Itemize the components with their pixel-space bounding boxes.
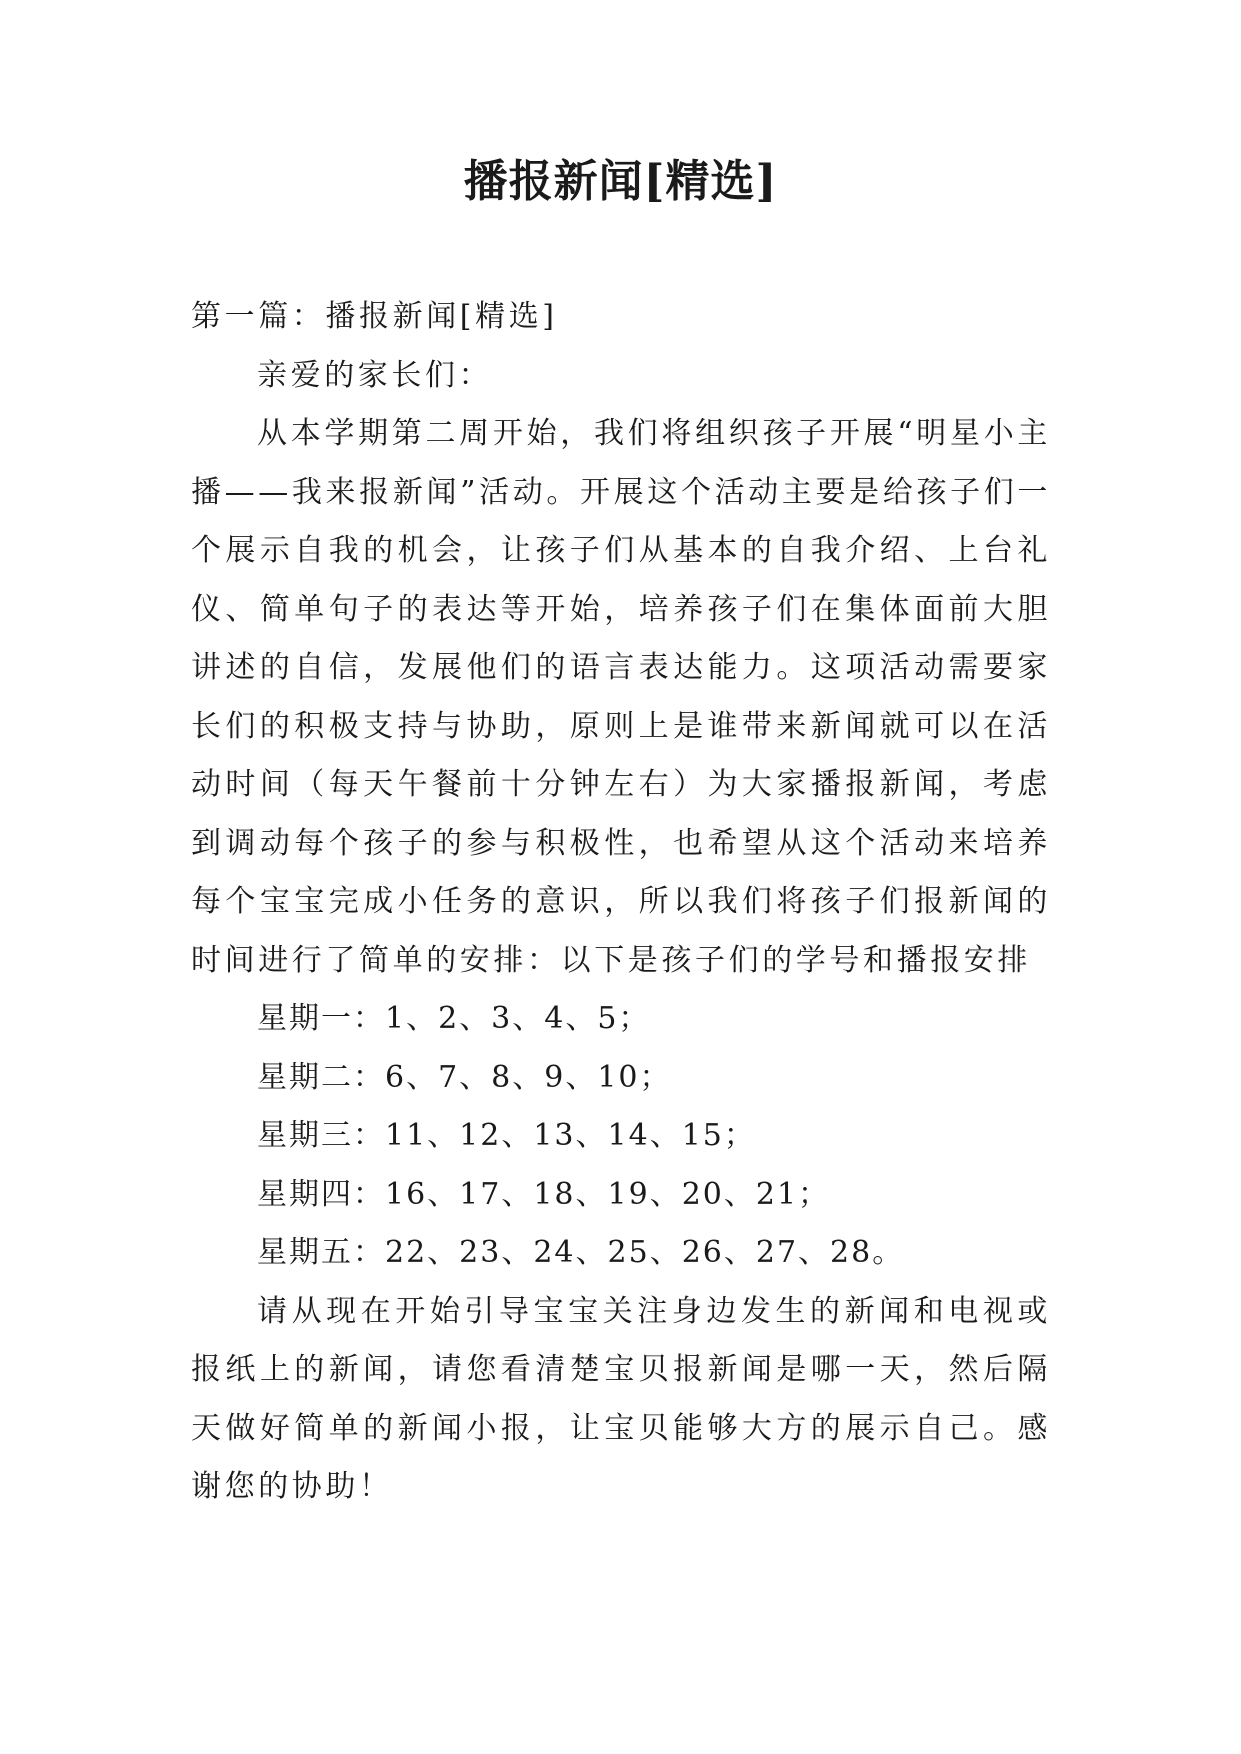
schedule-line-friday: 星期五：22、23、24、25、26、27、28。 [257,1235,905,1270]
schedule-line-wednesday: 星期三：11、12、13、14、15； [257,1118,756,1153]
salutation: 亲爱的家长们： [257,357,493,393]
closing-paragraph: 请从现在开始引导宝宝关注身边发生的新闻和电视或报纸上的新闻，请您看清楚宝贝报新闻是哪一天，然后隔天做好简单的新闻小报，让宝贝能够大方的展示自己。感谢您的协助！ [191,1293,1051,1504]
schedule-line-monday: 星期一：1、2、3、4、5； [257,1001,651,1036]
intro-paragraph: 从本学期第二周开始，我们将组织孩子开展“明星小主播——我来报新闻”活动。开展这个活动主要是给孩子们一个展示自我的机会，让孩子们从基本的自我介绍、上台礼仪、简单句子的表达等开始，培养孩子们在集体面前大胆讲述的自信，发展他们的语言表达能力。这项活动需要家长们的积极支持与协助，原则上是谁带来新闻就可以在活动时间（每天午餐前十分钟左右）为大家播报新闻，考虑到调动每个孩子的参与积极性，也希望从这个活动来培养每个宝宝完成小任务的意识，所以我们将孩子们报新闻的时间进行了简单的安排：以下是孩子们的学号和播报安排 [191,416,1051,978]
schedule-line-tuesday: 星期二：6、7、8、9、10； [257,1059,672,1095]
section-heading: 第一篇：播报新闻[精选] [191,299,558,334]
schedule-line-thursday: 星期四：16、17、18、19、20、21； [257,1176,831,1212]
document-body [191,288,1051,1517]
document-title: 播报新闻[精选] [463,156,778,207]
